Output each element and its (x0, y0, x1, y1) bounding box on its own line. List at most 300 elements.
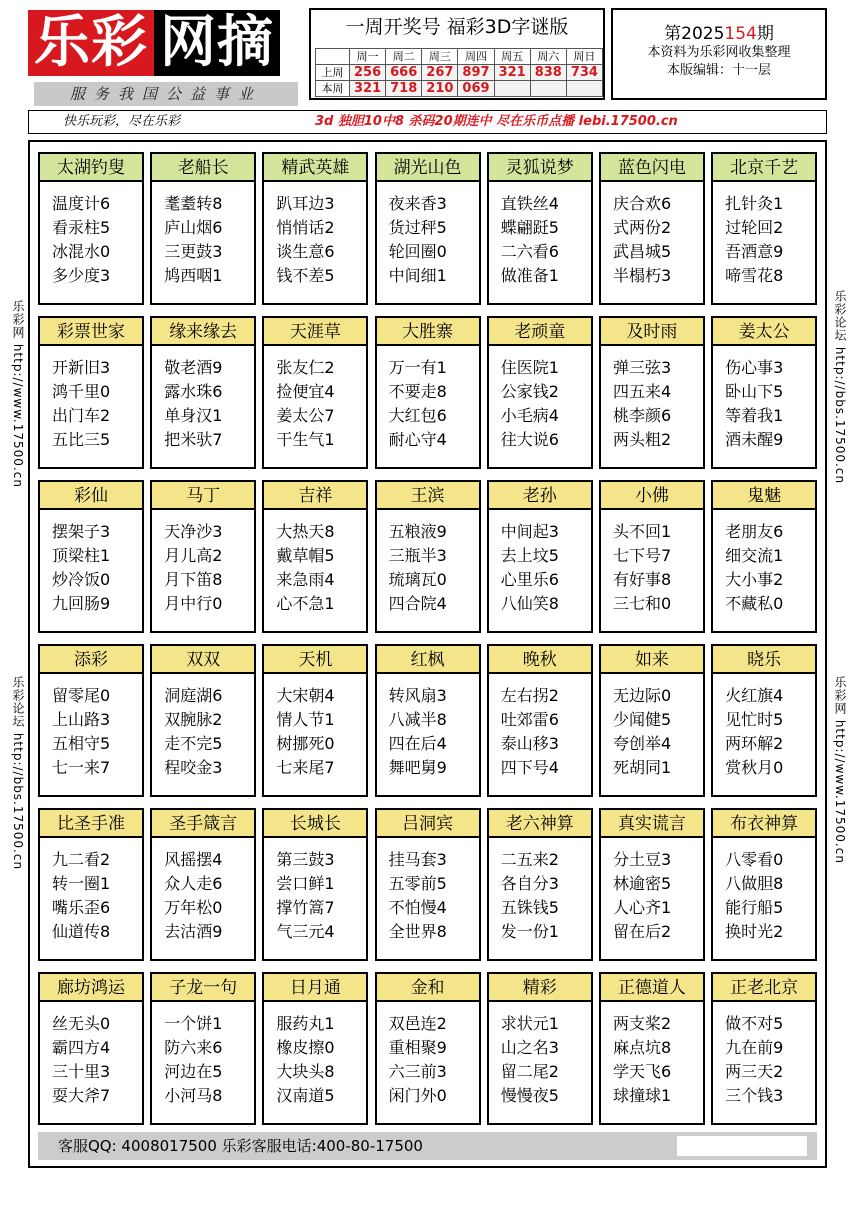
riddle-author: 长城长 (264, 810, 366, 838)
issue-note-editor: 本版编辑：十一层 (666, 63, 771, 78)
riddle-card (599, 972, 705, 1125)
riddle-clue: 公家钱2 (500, 382, 559, 401)
riddle-card (375, 808, 481, 961)
riddle-clue: 钱不差5 (276, 266, 335, 285)
riddle-author: 晚秋 (489, 646, 591, 674)
riddle-clue: 酒未醒9 (725, 430, 784, 449)
riddle-clue: 四下号4 (500, 758, 559, 777)
riddle-author: 天机 (264, 646, 366, 674)
riddle-clue: 干生气1 (276, 430, 335, 449)
weekday-label: 周六 (530, 49, 566, 65)
riddle-clue: 过轮回2 (725, 218, 784, 237)
riddle-card (38, 480, 144, 633)
riddle-clue: 两头粗2 (612, 430, 672, 449)
this-week-row (316, 81, 603, 97)
riddle-clue: 耄耋转8 (164, 194, 223, 213)
riddle-card (262, 644, 368, 797)
logo (28, 6, 300, 104)
riddle-card (38, 972, 144, 1125)
riddle-card (38, 316, 144, 469)
riddle-clue: 五零前5 (388, 874, 447, 893)
riddle-card (375, 480, 481, 633)
riddle-clues (152, 346, 254, 452)
riddle-card (711, 808, 817, 961)
riddle-clue: 月中行0 (164, 594, 223, 613)
riddle-card (375, 644, 481, 797)
riddle-clue: 大红包6 (388, 406, 447, 425)
riddle-clue: 庐山烟6 (164, 218, 223, 237)
side-text-right-bottom[interactable]: 乐彩网 http://www.17500.cn (833, 676, 847, 864)
riddle-card (262, 152, 368, 305)
riddle-clue: 去上坟5 (500, 546, 559, 565)
riddle-clue: 扎针灸1 (725, 194, 784, 213)
riddle-clues (601, 1002, 703, 1108)
riddle-card (38, 808, 144, 961)
riddle-clues (601, 674, 703, 780)
riddle-card (599, 644, 705, 797)
riddle-clue: 左右拐2 (500, 686, 559, 705)
riddle-clue: 重相聚9 (388, 1038, 447, 1057)
riddle-card (262, 316, 368, 469)
riddle-clue: 七来尾7 (276, 758, 335, 777)
riddle-clues (489, 182, 591, 288)
draw-number (530, 81, 566, 97)
riddle-clues (601, 346, 703, 452)
riddle-clue: 不要走8 (388, 382, 447, 401)
riddle-clue: 开新旧3 (52, 358, 111, 377)
riddle-card (150, 480, 256, 633)
riddle-card (487, 152, 593, 305)
riddle-clues (377, 182, 479, 288)
promo-slogan: 快乐玩彩，尽在乐彩 (63, 114, 181, 129)
riddle-clue: 程咬金3 (164, 758, 223, 777)
riddle-clues (377, 838, 479, 944)
issue-number (613, 24, 825, 44)
riddle-clue: 张友仁2 (276, 358, 335, 377)
draw-number: 321 (350, 81, 386, 97)
riddle-clue: 大块头8 (276, 1062, 335, 1081)
riddle-clue: 敬老酒9 (164, 358, 223, 377)
riddle-clue: 留二尾2 (500, 1062, 559, 1081)
riddle-clue: 一个饼1 (164, 1014, 223, 1033)
draw-number (566, 81, 602, 97)
riddle-clue: 不藏私0 (725, 594, 784, 613)
riddle-clue: 无边际0 (612, 686, 672, 705)
draw-number: 666 (386, 65, 422, 81)
riddle-clue: 林逾密5 (612, 874, 672, 893)
weekly-draw-box (309, 8, 605, 100)
riddle-clues (264, 1002, 366, 1108)
riddle-grid (38, 152, 817, 1125)
riddle-clues (713, 674, 815, 780)
riddle-clue: 住医院1 (500, 358, 559, 377)
riddle-card (150, 644, 256, 797)
riddle-author: 圣手箴言 (152, 810, 254, 838)
row-label: 上周 (316, 65, 350, 81)
riddle-clue: 来急雨4 (276, 570, 335, 589)
riddle-clue: 人心齐1 (612, 898, 672, 917)
riddle-clue: 五相守5 (52, 734, 111, 753)
riddle-clue: 走不完5 (164, 734, 223, 753)
weekday-label: 周五 (494, 49, 530, 65)
riddle-clue: 双邑连2 (388, 1014, 447, 1033)
logo-brand (28, 6, 300, 80)
riddle-clue: 半榻朽3 (612, 266, 672, 285)
riddle-clue: 冰混水0 (52, 242, 111, 261)
riddle-clue: 琉璃瓦0 (388, 570, 447, 589)
riddle-clue: 发一份1 (500, 922, 559, 941)
riddle-clue: 做不对5 (725, 1014, 784, 1033)
riddle-clues (40, 182, 142, 288)
riddle-author: 吕洞宾 (377, 810, 479, 838)
riddle-author: 晓乐 (713, 646, 815, 674)
riddle-author: 日月通 (264, 974, 366, 1002)
riddle-author: 正老北京 (713, 974, 815, 1002)
riddle-clue: 五粮液9 (388, 522, 447, 541)
weekly-draw-title: 一周开奖号 福彩3D字谜版 (345, 16, 569, 38)
riddle-author: 双双 (152, 646, 254, 674)
riddle-clue: 看汞柱5 (52, 218, 111, 237)
riddle-clue: 心不急1 (276, 594, 335, 613)
issue-suffix: 期 (756, 24, 774, 44)
riddle-clue: 谈生意6 (276, 242, 335, 261)
riddle-clue: 汉南道5 (276, 1086, 335, 1105)
riddle-card (487, 972, 593, 1125)
riddle-clue: 七下号7 (612, 546, 672, 565)
riddle-author: 大胜寨 (377, 318, 479, 346)
riddle-clue: 多少度3 (52, 266, 111, 285)
riddle-clue: 八做胆8 (725, 874, 784, 893)
riddle-clue: 做准备1 (500, 266, 559, 285)
riddle-clue: 转风扇3 (388, 686, 447, 705)
riddle-clue: 各自分3 (500, 874, 559, 893)
riddle-card (38, 644, 144, 797)
draw-number: 267 (422, 65, 458, 81)
riddle-author: 彩票世家 (40, 318, 142, 346)
riddle-clues (713, 1002, 815, 1108)
riddle-clue: 上山路3 (52, 710, 111, 729)
weekday-label: 周日 (566, 49, 602, 65)
riddle-author: 布衣神算 (713, 810, 815, 838)
riddle-card (375, 316, 481, 469)
riddle-clue: 两支桨2 (612, 1014, 672, 1033)
riddle-clues (152, 838, 254, 944)
riddle-clue: 等着我1 (725, 406, 784, 425)
riddle-author: 及时雨 (601, 318, 703, 346)
riddle-clues (377, 346, 479, 452)
riddle-card (375, 152, 481, 305)
riddle-clue: 八减半8 (388, 710, 447, 729)
side-text-left-top[interactable]: 乐彩网 http://www.17500.cn (11, 300, 25, 488)
riddle-clue: 卧山下5 (725, 382, 784, 401)
footer-blank-box (677, 1136, 807, 1156)
riddle-clue: 换时光2 (725, 922, 784, 941)
riddle-card (150, 808, 256, 961)
main-panel (28, 140, 827, 1168)
weekday-label: 周一 (350, 49, 386, 65)
riddle-clue: 不怕慢4 (388, 898, 447, 917)
riddle-clue: 弹三弦3 (612, 358, 672, 377)
riddle-clue: 三瓶半3 (388, 546, 447, 565)
footer-bar (38, 1132, 817, 1160)
riddle-clue: 小河马8 (164, 1086, 223, 1105)
riddle-clue: 姜太公7 (276, 406, 335, 425)
riddle-clue: 嘴乐歪6 (52, 898, 111, 917)
draw-number: 210 (422, 81, 458, 97)
riddle-clue: 有好事8 (612, 570, 672, 589)
riddle-clues (40, 346, 142, 452)
riddle-clue: 伤心事3 (725, 358, 784, 377)
weekday-label: 周三 (422, 49, 458, 65)
riddle-author: 鬼魅 (713, 482, 815, 510)
riddle-clue: 求状元1 (500, 1014, 559, 1033)
riddle-clue: 夸创举4 (612, 734, 672, 753)
issue-id: 154 (724, 24, 757, 44)
riddle-clue: 分土豆3 (612, 850, 672, 869)
riddle-author: 蓝色闪电 (601, 154, 703, 182)
riddle-clues (377, 510, 479, 616)
draw-number: 069 (458, 81, 494, 97)
riddle-clue: 啼雪花8 (725, 266, 784, 285)
riddle-clue: 霸四方4 (52, 1038, 111, 1057)
riddle-clue: 轮回圈0 (388, 242, 447, 261)
riddle-clue: 能行船5 (725, 898, 784, 917)
riddle-author: 缘来缘去 (152, 318, 254, 346)
riddle-clue: 吐郊雷6 (500, 710, 559, 729)
riddle-clue: 二六看6 (500, 242, 559, 261)
riddle-author: 姜太公 (713, 318, 815, 346)
riddle-clues (264, 674, 366, 780)
footer-contact: 客服QQ: 4008017500 乐彩客服电话:400-80-17500 (58, 1137, 423, 1155)
riddle-clue: 蝶翩跹5 (500, 218, 559, 237)
riddle-author: 彩仙 (40, 482, 142, 510)
riddle-author: 王滨 (377, 482, 479, 510)
riddle-clues (377, 674, 479, 780)
riddle-clue: 第三鼓3 (276, 850, 335, 869)
draw-number (494, 81, 530, 97)
issue-prefix: 第2025 (664, 24, 725, 44)
riddle-card (150, 316, 256, 469)
riddle-author: 小佛 (601, 482, 703, 510)
weekday-label: 周二 (386, 49, 422, 65)
riddle-clue: 月下笛8 (164, 570, 223, 589)
draw-number: 321 (494, 65, 530, 81)
logo-slogan: 服务我国公益事业 (34, 82, 298, 106)
riddle-clue: 八仙笑8 (500, 594, 559, 613)
riddle-clue: 双腕脉2 (164, 710, 223, 729)
riddle-clue: 顶梁柱1 (52, 546, 111, 565)
riddle-clue: 少闻健5 (612, 710, 672, 729)
side-text-left-bottom[interactable]: 乐彩论坛 http://bbs.17500.cn (11, 676, 25, 871)
riddle-card (599, 480, 705, 633)
riddle-clue: 温度计6 (52, 194, 111, 213)
riddle-clue: 橡皮擦0 (276, 1038, 335, 1057)
riddle-clue: 把米驮7 (164, 430, 223, 449)
riddle-clue: 挂马套3 (388, 850, 447, 869)
riddle-author: 子龙一句 (152, 974, 254, 1002)
promo-bar (28, 110, 827, 134)
riddle-author: 比圣手准 (40, 810, 142, 838)
riddle-clue: 球撞球1 (612, 1086, 672, 1105)
riddle-author: 红枫 (377, 646, 479, 674)
riddle-card (262, 972, 368, 1125)
last-week-row (316, 65, 603, 81)
riddle-author: 北京千艺 (713, 154, 815, 182)
riddle-clue: 三七和0 (612, 594, 672, 613)
riddle-clue: 九二看2 (52, 850, 111, 869)
riddle-card (711, 316, 817, 469)
riddle-clues (264, 838, 366, 944)
riddle-clue: 仙道传8 (52, 922, 111, 941)
riddle-card (487, 644, 593, 797)
riddle-clues (152, 510, 254, 616)
riddle-clue: 留在后2 (612, 922, 672, 941)
riddle-clue: 六三前3 (388, 1062, 447, 1081)
riddle-clue: 细交流1 (725, 546, 784, 565)
riddle-clues (489, 838, 591, 944)
riddle-clue: 大小事2 (725, 570, 784, 589)
riddle-card (599, 152, 705, 305)
riddle-clue: 山之名3 (500, 1038, 559, 1057)
riddle-clue: 四合院4 (388, 594, 447, 613)
riddle-author: 老孙 (489, 482, 591, 510)
riddle-clues (713, 838, 815, 944)
riddle-clue: 河边在5 (164, 1062, 223, 1081)
promo-ad-link[interactable]: 3d 独胆10中8 杀码20期连中 尽在乐币点播 lebi.17500.cn (315, 114, 678, 129)
riddle-author: 正德道人 (601, 974, 703, 1002)
weekday-header-row (316, 49, 603, 65)
draw-number: 734 (566, 65, 602, 81)
riddle-clues (40, 1002, 142, 1108)
riddle-card (487, 316, 593, 469)
riddle-clues (40, 510, 142, 616)
riddle-card (711, 972, 817, 1125)
riddle-author: 真实谎言 (601, 810, 703, 838)
riddle-clues (152, 182, 254, 288)
riddle-clue: 情人节1 (276, 710, 335, 729)
riddle-clue: 服药丸1 (276, 1014, 335, 1033)
draw-number: 256 (350, 65, 386, 81)
riddle-clue: 往大说6 (500, 430, 559, 449)
riddle-clue: 九在前9 (725, 1038, 784, 1057)
riddle-clue: 防六来6 (164, 1038, 223, 1057)
riddle-clues (377, 1002, 479, 1108)
riddle-clue: 三个钱3 (725, 1086, 784, 1105)
riddle-clue: 天净沙3 (164, 522, 223, 541)
riddle-card (150, 152, 256, 305)
riddle-clue: 转一圈1 (52, 874, 111, 893)
riddle-card (599, 316, 705, 469)
riddle-card (262, 480, 368, 633)
riddle-clue: 麻点坑8 (612, 1038, 672, 1057)
row-label: 本周 (316, 81, 350, 97)
riddle-clue: 庆合欢6 (612, 194, 672, 213)
riddle-clue: 死胡同1 (612, 758, 672, 777)
riddle-clue: 悄悄话2 (276, 218, 335, 237)
riddle-author: 太湖钓叟 (40, 154, 142, 182)
riddle-clue: 式两份2 (612, 218, 672, 237)
riddle-clues (489, 510, 591, 616)
riddle-clue: 大热天8 (276, 522, 335, 541)
riddle-clues (489, 1002, 591, 1108)
draw-number: 718 (386, 81, 422, 97)
riddle-clue: 鸿千里0 (52, 382, 111, 401)
riddle-clue: 二五来2 (500, 850, 559, 869)
issue-note-source: 本资料为乐彩网收集整理 (647, 45, 791, 60)
riddle-clue: 丝无头0 (52, 1014, 111, 1033)
riddle-clue: 尝口鲜1 (276, 874, 335, 893)
riddle-clue: 七一来7 (52, 758, 111, 777)
draw-number: 897 (458, 65, 494, 81)
riddle-card (487, 808, 593, 961)
riddle-author: 灵狐说梦 (489, 154, 591, 182)
riddle-clue: 赏秋月0 (725, 758, 784, 777)
weekday-label: 周四 (458, 49, 494, 65)
riddle-author: 精武英雄 (264, 154, 366, 182)
riddle-clue: 鸠西咽1 (164, 266, 223, 285)
riddle-clue: 八零看0 (725, 850, 784, 869)
riddle-author: 天涯草 (264, 318, 366, 346)
riddle-clue: 见忙时5 (725, 710, 784, 729)
riddle-card (711, 644, 817, 797)
riddle-clue: 四五来4 (612, 382, 672, 401)
riddle-author: 湖光山色 (377, 154, 479, 182)
riddle-clue: 摆架子3 (52, 522, 111, 541)
riddle-clue: 火红旗4 (725, 686, 784, 705)
riddle-card (38, 152, 144, 305)
riddle-clue: 两三天2 (725, 1062, 784, 1081)
riddle-clue: 闲门外0 (388, 1086, 447, 1105)
riddle-clue: 趴耳边3 (276, 194, 335, 213)
riddle-clue: 小毛病4 (500, 406, 559, 425)
riddle-clues (489, 346, 591, 452)
riddle-clue: 出门车2 (52, 406, 111, 425)
riddle-clues (264, 510, 366, 616)
riddle-clues (713, 346, 815, 452)
riddle-clue: 月儿高2 (164, 546, 223, 565)
draw-number: 838 (530, 65, 566, 81)
riddle-clue: 树挪死0 (276, 734, 335, 753)
riddle-card (599, 808, 705, 961)
riddle-author: 添彩 (40, 646, 142, 674)
riddle-clues (601, 838, 703, 944)
riddle-author: 马丁 (152, 482, 254, 510)
riddle-clue: 万一有1 (388, 358, 447, 377)
riddle-clue: 武昌城5 (612, 242, 672, 261)
riddle-clues (40, 838, 142, 944)
riddle-clue: 大宋朝4 (276, 686, 335, 705)
riddle-clue: 撑竹篙7 (276, 898, 335, 917)
riddle-clue: 泰山移3 (500, 734, 559, 753)
riddle-clue: 四在后4 (388, 734, 447, 753)
riddle-clue: 两环解2 (725, 734, 784, 753)
riddle-clue: 戴草帽5 (276, 546, 335, 565)
riddle-clues (601, 510, 703, 616)
riddle-clues (264, 346, 366, 452)
riddle-author: 老船长 (152, 154, 254, 182)
riddle-clue: 三更鼓3 (164, 242, 223, 261)
side-text-right-top[interactable]: 乐彩论坛 http://bbs.17500.cn (833, 290, 847, 485)
riddle-author: 吉祥 (264, 482, 366, 510)
riddle-clue: 货过秤5 (388, 218, 447, 237)
riddle-clues (152, 1002, 254, 1108)
riddle-card (150, 972, 256, 1125)
riddle-clue: 炒冷饭0 (52, 570, 111, 589)
riddle-clue: 慢慢夜5 (500, 1086, 559, 1105)
riddle-clues (264, 182, 366, 288)
riddle-clue: 学天飞6 (612, 1062, 672, 1081)
riddle-clue: 舞吧舅9 (388, 758, 447, 777)
